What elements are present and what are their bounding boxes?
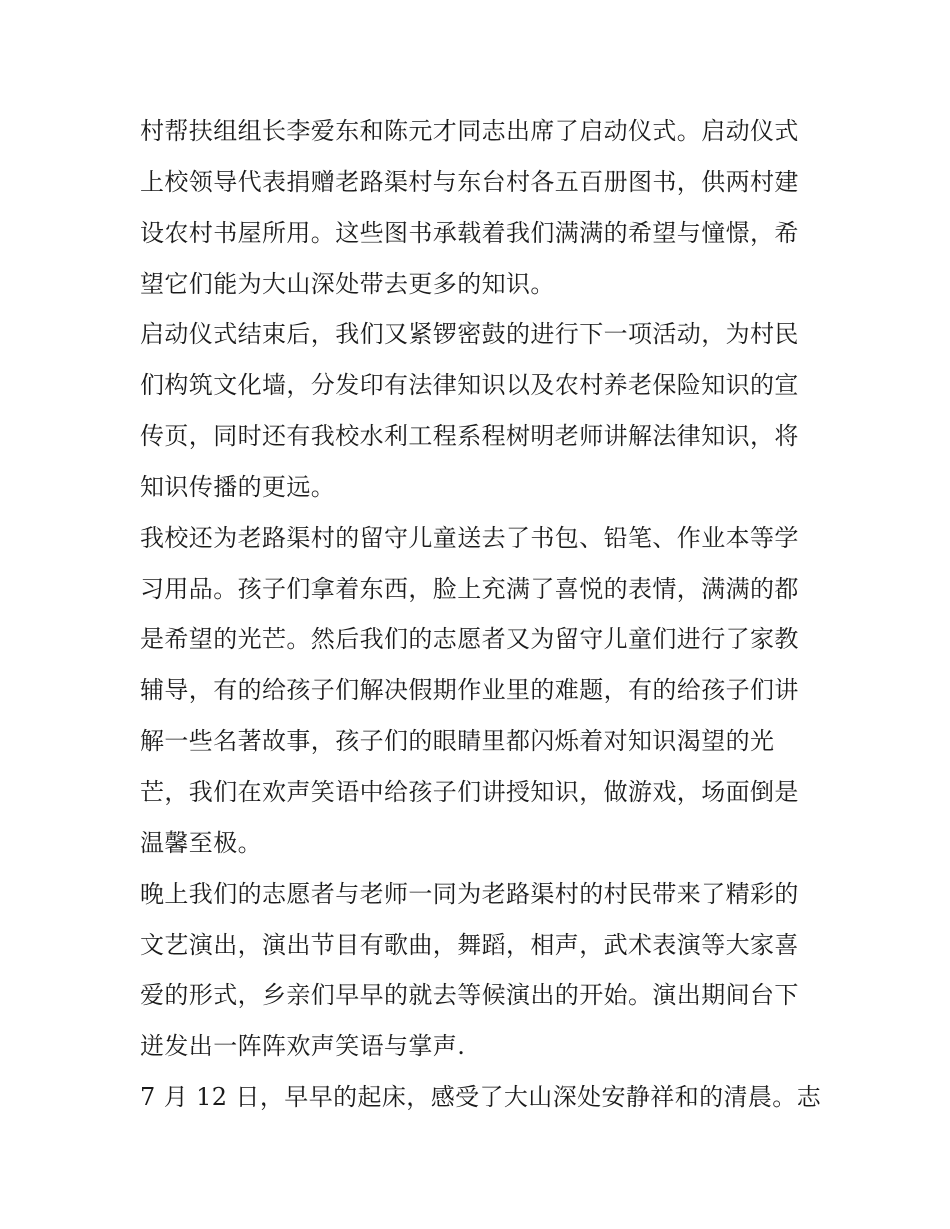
- text-line: 传页，同时还有我校水利工程系程树明老师讲解法律知识，将: [140, 422, 799, 451]
- text-line: 望它们能为大山深处带去更多的知识。: [140, 269, 555, 298]
- text-line: 晚上我们的志愿者与老师一同为老路渠村的村民带来了精彩的: [140, 879, 799, 908]
- text-line: 村帮扶组组长李爱东和陈元才同志出席了启动仪式。启动仪式: [140, 117, 799, 145]
- paragraph-left-behind-children: [140, 513, 820, 869]
- text-line: 解一些名著故事，孩子们的眼睛里都闪烁着对知识渴望的光: [140, 727, 775, 756]
- text-line: 习用品。孩子们拿着东西，脸上充满了喜悦的表情，满满的都: [140, 574, 799, 603]
- text-line: 们构筑文化墙，分发印有法律知识以及农村养老保险知识的宣: [140, 371, 799, 400]
- text-line: 迸发出一阵阵欢声笑语与掌声.: [140, 1032, 466, 1061]
- paragraph-culture-wall: [140, 309, 820, 512]
- text-line: 文艺演出，演出节目有歌曲，舞蹈，相声，武术表演等大家喜: [140, 930, 799, 959]
- text-line: 辅导，有的给孩子们解决假期作业里的难题，有的给孩子们讲: [140, 676, 799, 705]
- paragraph-evening-performance: [140, 869, 820, 1072]
- text-line: 爱的形式，乡亲们早早的就去等候演出的开始。演出期间台下: [140, 981, 799, 1010]
- paragraph-launch-ceremony: [140, 106, 820, 309]
- paragraph-july-12: [140, 1072, 820, 1123]
- text-line: 7 月 12 日，早早的起床，感受了大山深处安静祥和的清晨。志: [140, 1083, 822, 1112]
- text-line: 设农村书屋所用。这些图书承载着我们满满的希望与憧憬，希: [140, 218, 799, 247]
- document-body: [140, 106, 820, 1123]
- text-line: 温馨至极。: [140, 828, 262, 857]
- text-line: 上校领导代表捐赠老路渠村与东台村各五百册图书，供两村建: [140, 167, 799, 196]
- text-line: 是希望的光芒。然后我们的志愿者又为留守儿童们进行了家教: [140, 625, 799, 654]
- text-line: 知识传播的更远。: [140, 472, 336, 501]
- text-line: 启动仪式结束后，我们又紧锣密鼓的进行下一项活动，为村民: [140, 320, 799, 349]
- text-line: 我校还为老路渠村的留守儿童送去了书包、铅笔、作业本等学: [140, 523, 799, 552]
- text-line: 芒，我们在欢声笑语中给孩子们讲授知识，做游戏，场面倒是: [140, 777, 799, 806]
